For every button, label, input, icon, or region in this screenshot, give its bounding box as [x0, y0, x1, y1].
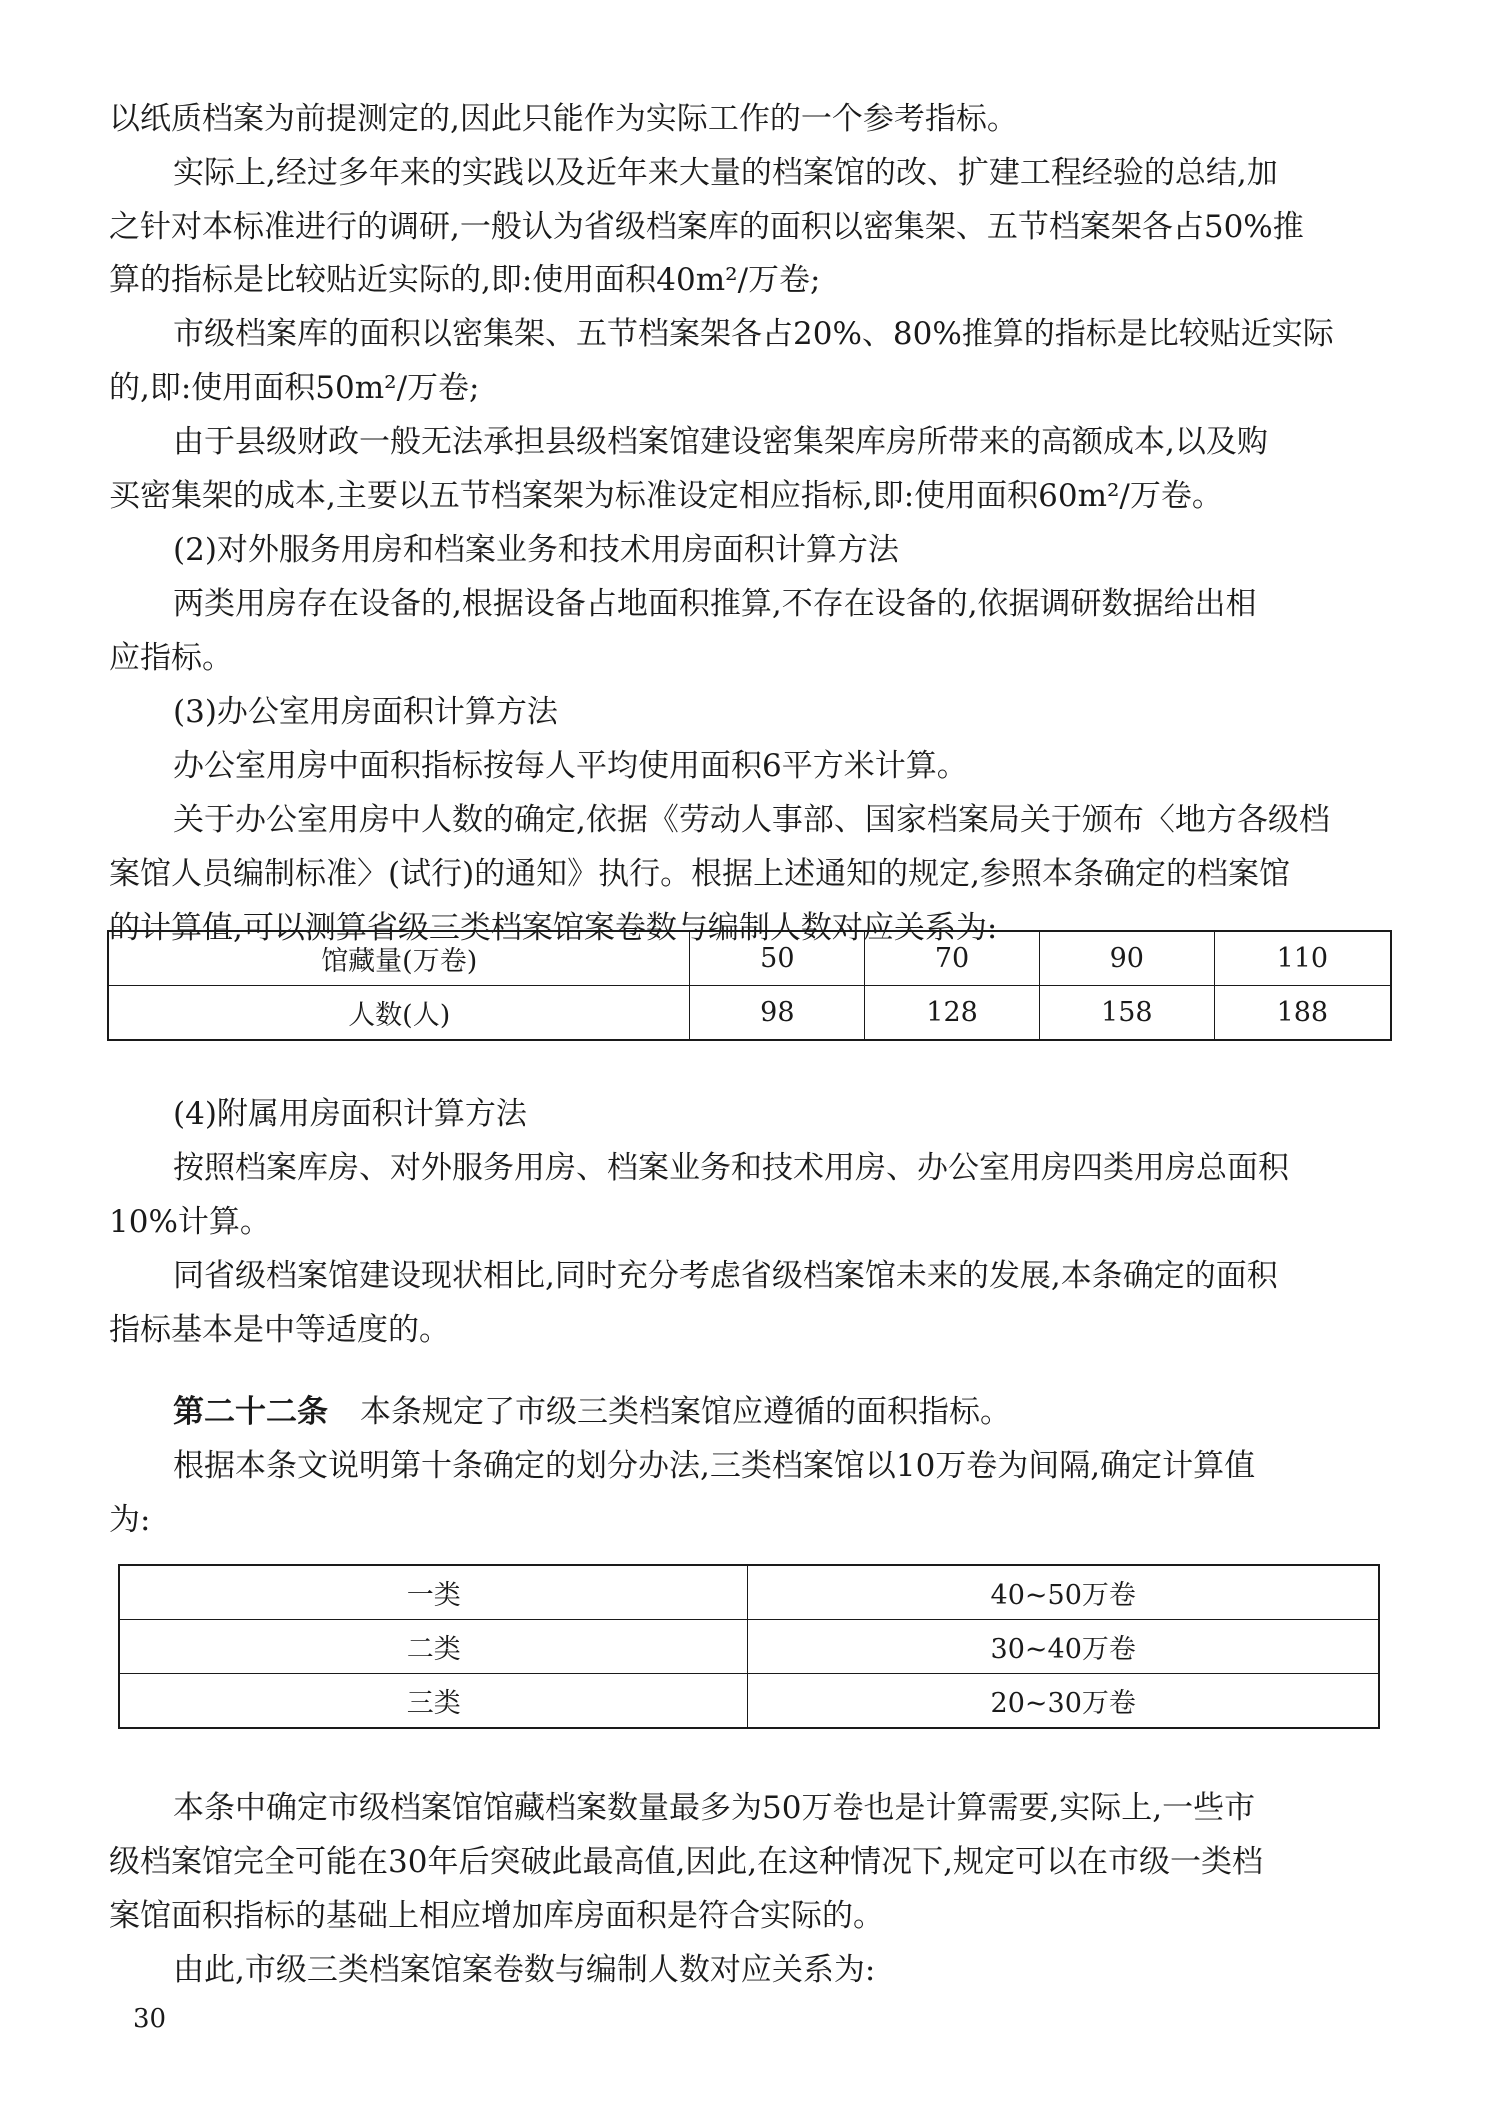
text-line: 市级档案库的面积以密集架、五节档案架各占20%、80%推算的指标是比较贴近实际 — [173, 316, 1334, 352]
text-line: 两类用房存在设备的,根据设备占地面积推算,不存在设备的,依据调研数据给出相 — [173, 586, 1257, 622]
text-line: 案馆面积指标的基础上相应增加库房面积是符合实际的。 — [109, 1898, 884, 1934]
table-cell: 188 — [1214, 986, 1391, 1041]
table-cell: 二类 — [119, 1620, 748, 1674]
table-cell: 馆藏量(万卷) — [108, 931, 690, 986]
text-line: 案馆人员编制标准〉(试行)的通知》执行。根据上述通知的规定,参照本条确定的档案馆 — [109, 856, 1291, 892]
text-line: 为: — [109, 1502, 151, 1538]
table-cell: 20~30万卷 — [748, 1674, 1379, 1729]
table-cell: 30~40万卷 — [748, 1620, 1379, 1674]
text-line: 根据本条文说明第十条确定的划分办法,三类档案馆以10万卷为间隔,确定计算值 — [173, 1448, 1256, 1484]
text-line: 办公室用房中面积指标按每人平均使用面积6平方米计算。 — [173, 748, 968, 784]
section-heading: (2)对外服务用房和档案业务和技术用房面积计算方法 — [173, 532, 899, 568]
text-line: 关于办公室用房中人数的确定,依据《劳动人事部、国家档案局关于颁布〈地方各级档 — [173, 802, 1330, 838]
page-number: 30 — [133, 2004, 167, 2034]
text-line: 同省级档案馆建设现状相比,同时充分考虑省级档案馆未来的发展,本条确定的面积 — [173, 1258, 1278, 1294]
text-line: 的计算值,可以测算省级三类档案馆案卷数与编制人数对应关系为: — [109, 910, 998, 946]
table-cell: 三类 — [119, 1674, 748, 1729]
table-row — [108, 931, 1391, 986]
table-cell: 98 — [690, 986, 865, 1041]
table-cell: 40~50万卷 — [748, 1565, 1379, 1620]
table-cell: 128 — [865, 986, 1040, 1041]
table-row — [119, 1674, 1379, 1729]
text-line: 由此,市级三类档案馆案卷数与编制人数对应关系为: — [173, 1952, 876, 1988]
table-cell: 90 — [1039, 931, 1214, 986]
article-summary: 本条规定了市级三类档案馆应遵循的面积指标。 — [360, 1394, 1011, 1430]
text-line: 应指标。 — [109, 640, 233, 676]
text-line: 指标基本是中等适度的。 — [109, 1312, 450, 1348]
table-cell: 50 — [690, 931, 865, 986]
table-cell: 70 — [865, 931, 1040, 986]
table-row — [108, 986, 1391, 1041]
text-line: 以纸质档案为前提测定的,因此只能作为实际工作的一个参考指标。 — [109, 101, 1018, 137]
text-line: 买密集架的成本,主要以五节档案架为标准设定相应指标,即:使用面积60m²/万卷。 — [109, 478, 1223, 514]
text-line: 10%计算。 — [109, 1204, 271, 1240]
city-category-table — [118, 1564, 1380, 1729]
table-cell: 一类 — [119, 1565, 748, 1620]
text-line: 级档案馆完全可能在30年后突破此最高值,因此,在这种情况下,规定可以在市级一类档 — [109, 1844, 1264, 1880]
table-row — [119, 1565, 1379, 1620]
section-heading: (4)附属用房面积计算方法 — [173, 1096, 527, 1132]
table-row — [119, 1620, 1379, 1674]
text-line: 实际上,经过多年来的实践以及近年来大量的档案馆的改、扩建工程经验的总结,加 — [173, 155, 1278, 191]
text-line: 本条中确定市级档案馆馆藏档案数量最多为50万卷也是计算需要,实际上,一些市 — [173, 1790, 1256, 1826]
section-heading: (3)办公室用房面积计算方法 — [173, 694, 558, 730]
table-cell: 人数(人) — [108, 986, 690, 1041]
table-cell: 110 — [1214, 931, 1391, 986]
text-line: 算的指标是比较贴近实际的,即:使用面积40m²/万卷; — [109, 262, 821, 298]
table-cell: 158 — [1039, 986, 1214, 1041]
article-title: 第二十二条 — [173, 1394, 328, 1430]
text-line: 的,即:使用面积50m²/万卷; — [109, 370, 480, 406]
text-line: 由于县级财政一般无法承担县级档案馆建设密集架库房所带来的高额成本,以及购 — [173, 424, 1268, 460]
text-line: 之针对本标准进行的调研,一般认为省级档案库的面积以密集架、五节档案架各占50%推 — [109, 209, 1304, 245]
text-line: 按照档案库房、对外服务用房、档案业务和技术用房、办公室用房四类用房总面积 — [173, 1150, 1289, 1186]
province-staffing-table — [107, 930, 1392, 1041]
article-line — [173, 1392, 1011, 1432]
